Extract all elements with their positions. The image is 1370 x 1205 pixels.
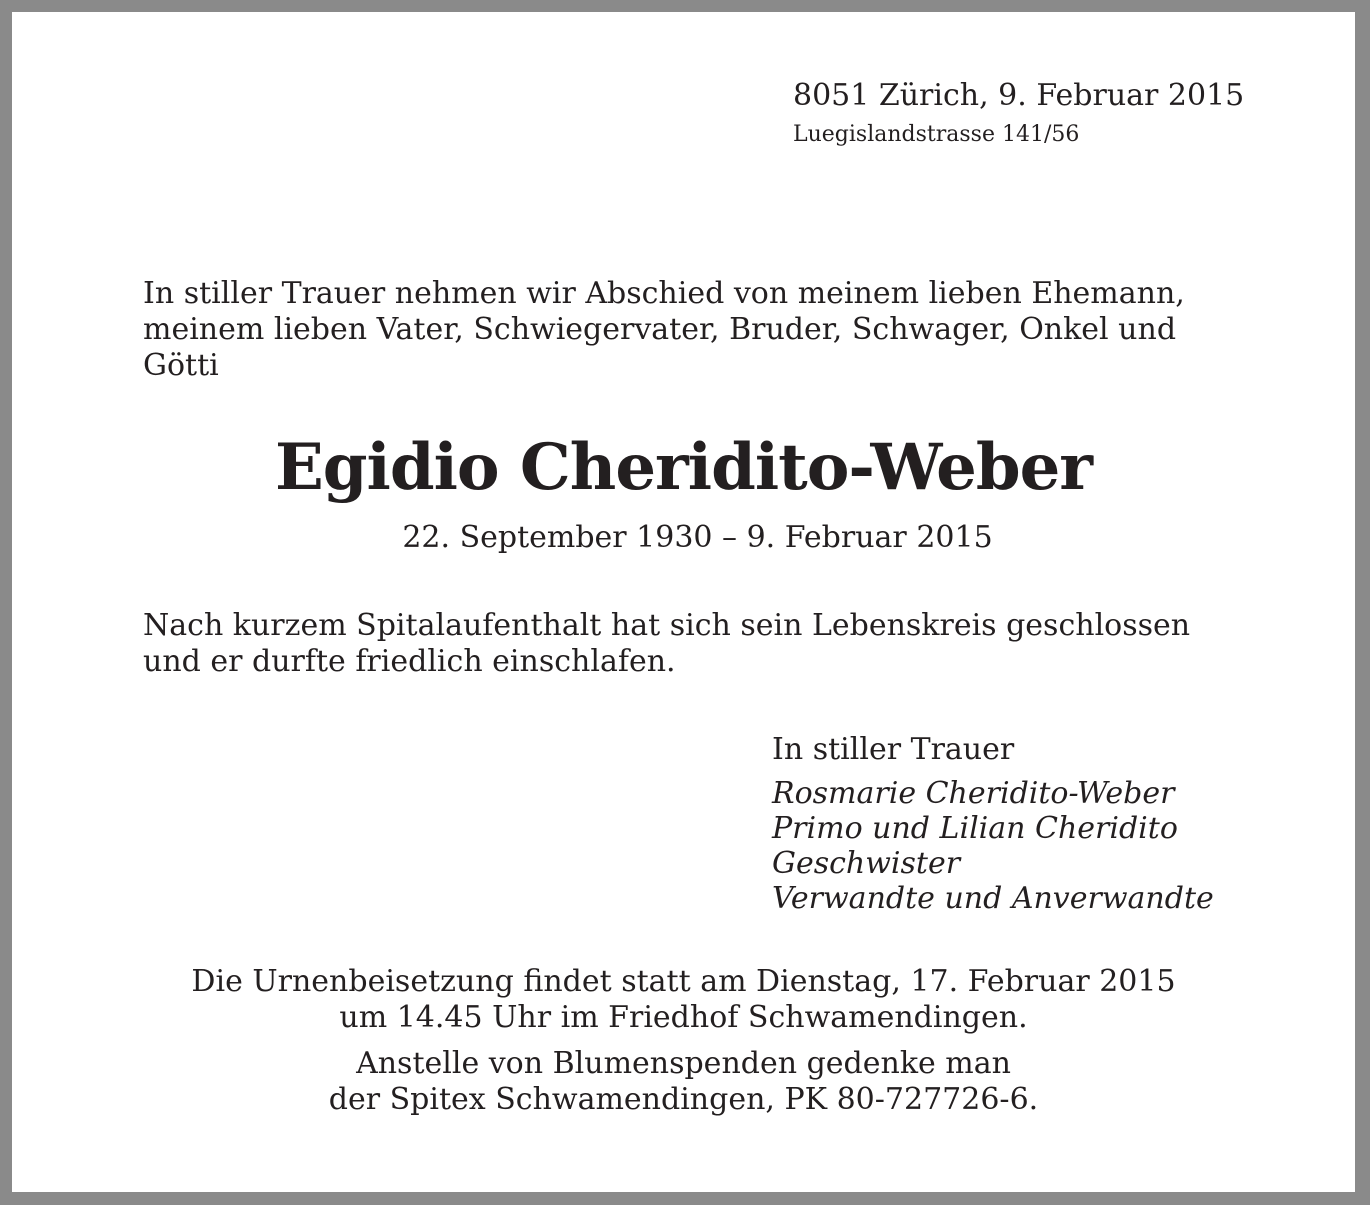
passing-line: und er durfte friedlich einschlafen. [143,644,676,679]
burial-line: Die Urnenbeisetzung findet statt am Dienstag, 17. Februar 2015 [191,964,1176,999]
intro-line: In stiller Trauer nehmen wir Abschied von meinem lieben Ehemann, [143,276,1185,311]
burial-info [12,964,1355,1036]
place-date: 8051 Zürich, 9. Februar 2015 [793,78,1245,113]
obituary-notice [12,12,1355,1192]
passing-line: Nach kurzem Spitalaufenthalt hat sich sein Lebenskreis geschlossen [143,608,1191,643]
donation-info [12,1046,1355,1118]
mourner-name: Rosmarie Cheridito-Weber [772,776,1175,811]
intro-line: meinem lieben Vater, Schwiegervater, Bruder, Schwager, Onkel und [143,312,1177,347]
donation-line: Anstelle von Blumenspenden gedenke man [356,1046,1011,1081]
intro-paragraph [143,276,1233,384]
mourner-name: Geschwister [772,846,961,881]
life-dates: 22. September 1930 – 9. Februar 2015 [402,520,993,555]
intro-line: Götti [143,348,219,383]
street-address: Luegislandstrasse 141/56 [793,122,1080,147]
burial-line: um 14.45 Uhr im Friedhof Schwamendingen. [339,1000,1028,1035]
passing-paragraph [143,608,1190,680]
deceased-name: Egidio Cheridito-Weber [274,430,1093,505]
mourners-heading: In stiller Trauer [772,732,1015,767]
mourner-name: Verwandte und Anverwandte [772,881,1214,916]
donation-line: der Spitex Schwamendingen, PK 80-727726-6. [328,1082,1039,1117]
mourner-name: Primo und Lilian Cheridito [772,811,1178,846]
mourners-list [772,776,1214,916]
